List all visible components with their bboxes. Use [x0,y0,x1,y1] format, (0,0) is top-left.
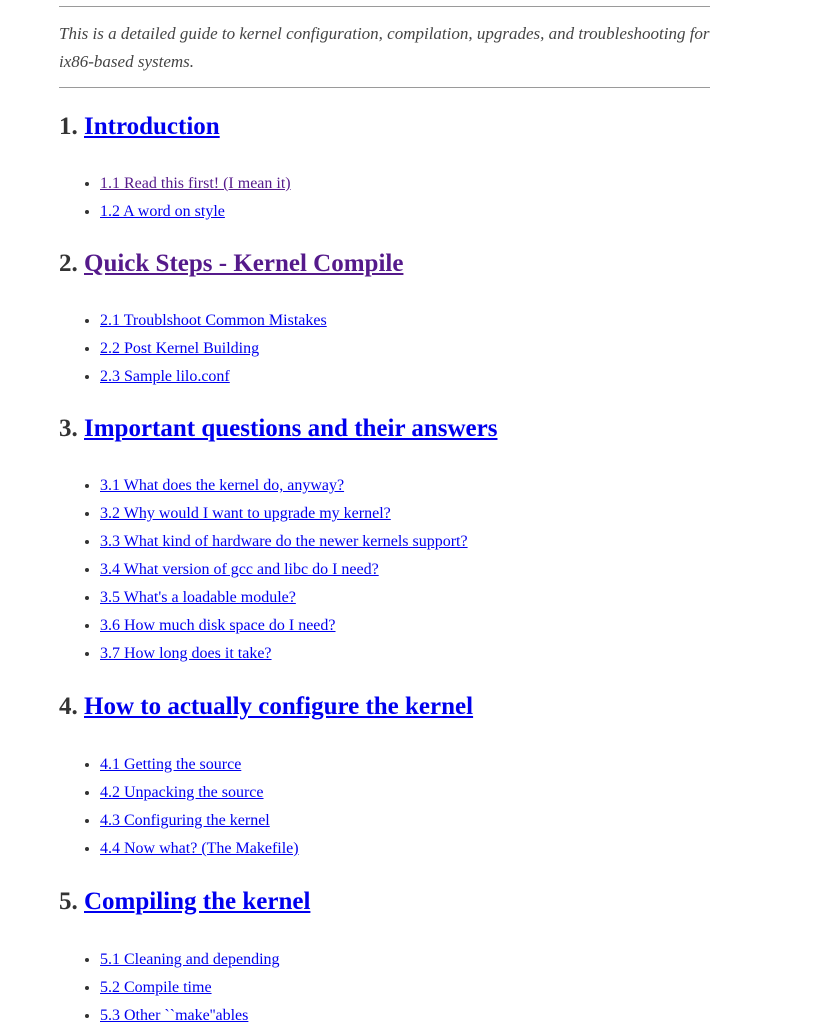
list-item [100,640,710,668]
subsection-link[interactable]: 3.5 What's a loadable module? [100,589,296,606]
section-number: 3. [59,415,84,442]
subsection-link[interactable]: 3.2 Why would I want to upgrade my kernel? [100,505,391,522]
list-item [100,835,710,863]
list-item [100,584,710,612]
section-number: 1. [59,113,84,140]
subsection-link[interactable]: 5.2 Compile time [100,979,212,996]
list-item [100,974,710,1002]
subsection-link[interactable]: 2.3 Sample lilo.conf [100,368,230,385]
subsection-link[interactable]: 3.6 How much disk space do I need? [100,617,336,634]
subsection-list [59,472,710,668]
subsection-link[interactable]: 5.1 Cleaning and depending [100,951,280,968]
toc-page [59,0,710,1030]
toc-section-configure-kernel [59,690,710,863]
subsection-link[interactable]: 4.2 Unpacking the source [100,784,264,801]
list-item [100,472,710,500]
subsection-list [59,946,710,1030]
section-number: 4. [59,693,84,720]
subsection-link[interactable]: 1.1 Read this first! (I mean it) [100,175,291,192]
section-link-configure-kernel[interactable]: How to actually configure the kernel [84,693,474,720]
list-item [100,807,710,835]
subsection-link[interactable]: 4.4 Now what? (The Makefile) [100,840,299,857]
list-item [100,363,710,391]
list-item [100,170,710,198]
bottom-divider [59,87,710,88]
toc-section-compiling-kernel [59,885,710,1030]
list-item [100,307,710,335]
list-item [100,198,710,226]
list-item [100,500,710,528]
section-number: 5. [59,888,84,915]
list-item [100,612,710,640]
subsection-link[interactable]: 1.2 A word on style [100,203,225,220]
section-heading [59,110,710,144]
subsection-link[interactable]: 4.3 Configuring the kernel [100,812,270,829]
subsection-link[interactable]: 2.1 Troublshoot Common Mistakes [100,312,327,329]
section-number: 2. [59,250,84,277]
subsection-link[interactable]: 5.3 Other ``make''ables [100,1007,249,1024]
section-heading [59,690,710,724]
toc-section-introduction [59,110,710,226]
abstract-text: This is a detailed guide to kernel configuration, compilation, upgrades, and troubleshooting for ix86-based systems. [59,24,710,71]
subsection-list [59,170,710,226]
list-item [100,556,710,584]
subsection-link[interactable]: 3.7 How long does it take? [100,645,272,662]
list-item [100,946,710,974]
subsection-list [59,307,710,391]
section-heading [59,412,710,446]
section-heading [59,885,710,919]
toc-section-important-questions [59,412,710,668]
section-link-quick-steps[interactable]: Quick Steps - Kernel Compile [84,250,404,277]
section-link-compiling-kernel[interactable]: Compiling the kernel [84,888,311,915]
toc-section-quick-steps [59,247,710,391]
subsection-link[interactable]: 4.1 Getting the source [100,756,242,773]
list-item [100,751,710,779]
list-item [100,779,710,807]
list-item [100,1002,710,1030]
subsection-link[interactable]: 2.2 Post Kernel Building [100,340,260,357]
list-item [100,528,710,556]
subsection-link[interactable]: 3.1 What does the kernel do, anyway? [100,477,345,494]
list-item [100,335,710,363]
subsection-list [59,751,710,863]
subsection-link[interactable]: 3.4 What version of gcc and libc do I need? [100,561,379,578]
section-link-introduction[interactable]: Introduction [84,113,220,140]
section-link-important-questions[interactable]: Important questions and their answers [84,415,498,442]
subsection-link[interactable]: 3.3 What kind of hardware do the newer kernels support? [100,533,468,550]
section-heading [59,247,710,281]
